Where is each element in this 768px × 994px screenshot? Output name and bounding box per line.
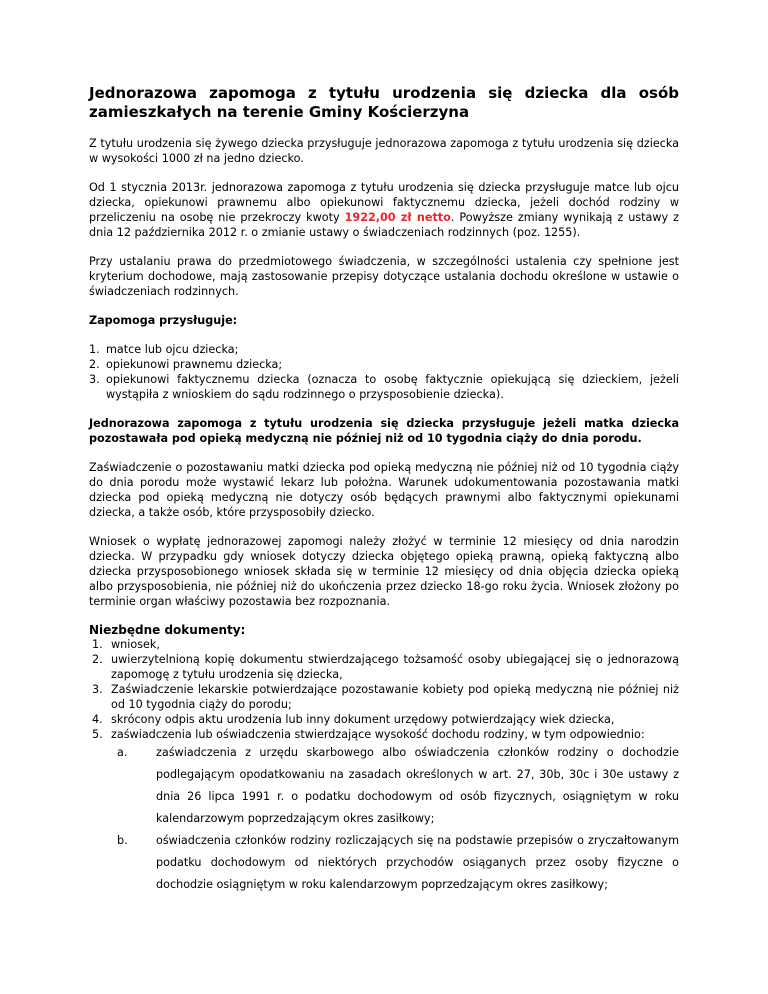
- eligible-heading: Zapomoga przysługuje:: [89, 314, 238, 327]
- income-text-before: Od 1 stycznia 2013r. jednorazowa zapomoga z tytułu urodzenia się dziecka przysługuje matce lub ojcu dziecka, opiekunowi prawnemu albo opiekunowi faktycznemu dziecka, jeżeli dochód rodziny w przeliczeniu na osobę nie przekroczy kwoty: [89, 181, 679, 224]
- title-line-2: zamieszkałych na terenie Gminy Kościerzyna: [89, 103, 470, 121]
- list-text: wniosek,: [111, 638, 160, 651]
- page-title: [89, 84, 679, 122]
- list-text-with-sublist: [111, 727, 679, 896]
- list-number: 1.: [89, 343, 100, 356]
- criteria-paragraph: Przy ustalaniu prawa do przedmiotowego świadczenia, w szczególności ustalenia czy spełnione jest kryterium dochodowe, mają zastosowanie przepisy dotyczące ustalania dochodu określone w ustawie o świadczeniach rodzinnych.: [89, 255, 679, 298]
- income-documents-sublist: [111, 742, 679, 896]
- list-text: opiekunowi faktycznemu dziecka (oznacza to osobę faktycznie opiekującą się dzieckiem, jeżeli wystąpiła z wnioskiem do sądu rodzinnego o przysposobienie dziecka).: [106, 373, 679, 401]
- deadline-paragraph: Wniosek o wypłatę jednorazowej zapomogi należy złożyć w terminie 12 miesięcy od dnia narodzin dziecka. W przypadku gdy wniosek dotyczy dziecka objętego opieką prawną, opieką faktyczną albo dziecka przysposobionego wniosek składa się w terminie 12 miesięcy od dnia objęcia dziecka opieką albo przysposobienia, nie później niż do ukończenia przez dziecko 18-go roku życia. Wniosek złożony po terminie organ właściwy pozostawia bez rozpoznania.: [89, 535, 679, 608]
- list-number: 1.: [92, 638, 103, 651]
- intro-paragraph: Z tytułu urodzenia się żywego dziecka przysługuje jednorazowa zapomoga z tytułu urodzenia się dziecka w wysokości 1000 zł na jedno dziecko.: [89, 137, 679, 165]
- list-item: [89, 682, 679, 712]
- title-line-1: Jednorazowa zapomoga z tytułu urodzenia się dziecka dla osób: [89, 84, 679, 102]
- list-item: [89, 712, 679, 727]
- income-limit-highlight: 1922,00 zł netto: [344, 211, 451, 224]
- list-text: Zaświadczenie lekarskie potwierdzające pozostawanie kobiety pod opieką medyczną nie później niż od 10 tygodnia ciąży do porodu;: [111, 683, 679, 711]
- income-text-after: . Powyższe zmiany wynikają z ustawy z dnia 12 października 2012 r. o zmianie ustawy o świadczeniach rodzinnych (poz. 1255).: [89, 211, 679, 239]
- list-item: [89, 372, 679, 402]
- sublist-letter: a.: [117, 746, 128, 759]
- list-text: opiekunowi prawnemu dziecka;: [106, 358, 283, 371]
- list-number: 5.: [92, 728, 103, 741]
- income-paragraph: [89, 180, 679, 240]
- list-text: uwierzytelnioną kopię dokumentu stwierdzającego tożsamość osoby ubiegającej się o jednorazową zapomogę z tytułu urodzenia się dziecka,: [111, 653, 679, 681]
- list-item: [89, 342, 679, 357]
- list-number: 2.: [92, 653, 103, 666]
- list-number: 4.: [92, 713, 103, 726]
- eligible-list: [89, 342, 679, 402]
- documents-heading: Niezbędne dokumenty:: [89, 623, 246, 637]
- list-text: skrócony odpis aktu urodzenia lub inny dokument urzędowy potwierdzający wiek dziecka,: [111, 713, 615, 726]
- sublist-item: [111, 742, 679, 830]
- sublist-text: oświadczenia członków rodziny rozliczających się na podstawie przepisów o zryczałtowanym podatku dochodowym od niektórych przychodów osiąganych przez osoby fizyczne o dochodzie osiągniętym w roku kalendarzowym poprzedzającym okres zasiłkowy;: [156, 834, 679, 891]
- list-item: [89, 357, 679, 372]
- list-item: [89, 652, 679, 682]
- medical-condition-paragraph: Jednorazowa zapomoga z tytułu urodzenia się dziecka przysługuje jeżeli matka dziecka pozostawała pod opieką medyczną nie później niż od 10 tygodnia ciąży do dnia porodu.: [89, 417, 679, 445]
- list-number: 2.: [89, 358, 100, 371]
- list-text: zaświadczenia lub oświadczenia stwierdzające wysokość dochodu rodziny, w tym odpowiednio:: [111, 728, 645, 741]
- certificate-paragraph: Zaświadczenie o pozostawaniu matki dziecka pod opieką medyczną nie później niż od 10 tygodnia ciąży do dnia porodu może wystawić lekarz lub położna. Warunek udokumentowania pozostawania matki dziecka pod opieką medyczną nie dotyczy osób będących prawnymi albo faktycznymi opiekunami dziecka, a także osób, które przysposobiły dziecko.: [89, 461, 679, 519]
- list-text: matce lub ojcu dziecka;: [106, 343, 239, 356]
- list-item: [89, 637, 679, 652]
- sublist-item: [111, 830, 679, 896]
- sublist-letter: b.: [117, 834, 128, 847]
- document-page: [89, 84, 679, 896]
- list-number: 3.: [89, 373, 100, 386]
- list-item: [89, 727, 679, 896]
- documents-list: [89, 637, 679, 896]
- sublist-text: zaświadczenia z urzędu skarbowego albo oświadczenia członków rodziny o dochodzie podlegającym opodatkowaniu na zasadach określonych w art. 27, 30b, 30c i 30e ustawy z dnia 26 lipca 1991 r. o podatku dochodowym od osób fizycznych, osiągniętym w roku kalendarzowym poprzedzającym okres zasiłkowy;: [156, 746, 679, 825]
- list-number: 3.: [92, 683, 103, 696]
